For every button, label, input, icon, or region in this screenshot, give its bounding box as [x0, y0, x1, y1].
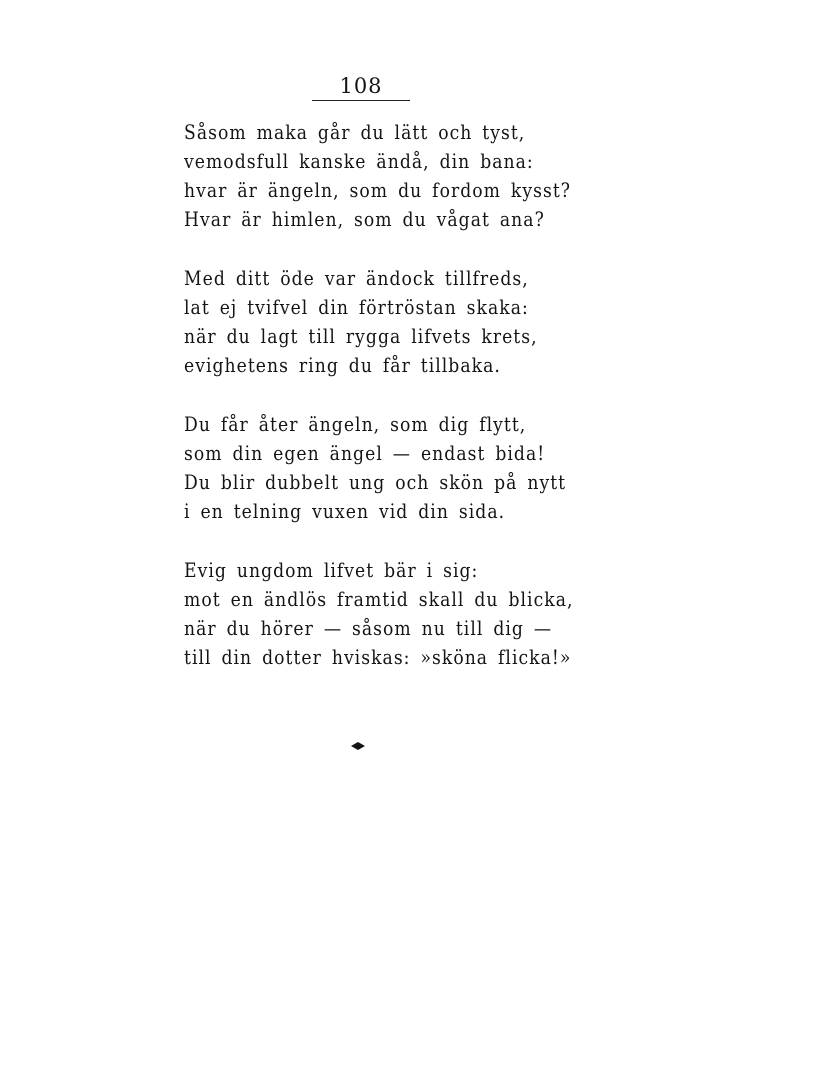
poem-line: Hvar är himlen, som du vågat ana? — [184, 207, 545, 231]
poem-line: Såsom maka går du lätt och tyst, — [184, 120, 526, 144]
diamond-ornament-icon — [351, 742, 365, 750]
poem-line: i en telning vuxen vid din sida. — [184, 499, 506, 523]
poem-line: lat ej tvifvel din förtröstan skaka: — [184, 295, 529, 319]
poem-line: Du får åter ängeln, som dig flytt, — [184, 412, 527, 436]
stanza-4 — [184, 556, 584, 672]
poem-line: Evig ungdom lifvet bär i sig: — [184, 558, 479, 582]
poem-line: hvar är ängeln, som du fordom kysst? — [184, 178, 572, 202]
poem-line: till din dotter hviskas: »sköna flicka!» — [184, 645, 572, 669]
poem-line: när du lagt till rygga lifvets krets, — [184, 324, 538, 348]
poem-line: Med ditt öde var ändock tillfreds, — [184, 266, 529, 290]
poem-line: Du blir dubbelt ung och skön på nytt — [184, 470, 567, 494]
page-number: 108 — [339, 74, 383, 98]
stanza-1 — [184, 118, 584, 234]
poem-line: som din egen ängel — endast bida! — [184, 441, 546, 465]
poem-line: mot en ändlös framtid skall du blicka, — [184, 587, 574, 611]
stanza-2 — [184, 264, 584, 380]
page-number-rule — [312, 100, 410, 101]
poem-line: evighetens ring du får tillbaka. — [184, 353, 501, 377]
poem — [184, 118, 584, 702]
poem-line: vemodsfull kanske ändå, din bana: — [184, 149, 534, 173]
stanza-3 — [184, 410, 584, 526]
poem-line: när du hörer — såsom nu till dig — — [184, 616, 553, 640]
